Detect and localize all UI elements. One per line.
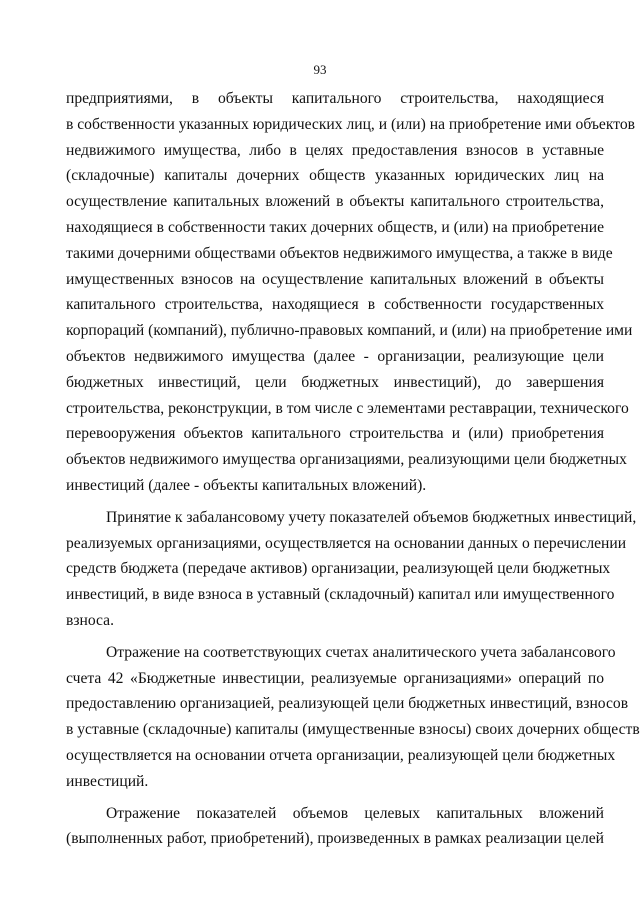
text-line: предприятиями, в объекты капитального строительства, находящиеся	[66, 90, 604, 107]
text-line: недвижимого имущества, либо в целях предоставления взносов в уставные	[66, 141, 604, 159]
text-line: взноса.	[66, 611, 114, 629]
text-line: такими дочерними обществами объектов недвижимого имущества, а также в виде	[66, 244, 613, 262]
text-line: инвестиций (далее - объекты капитальных вложений).	[66, 476, 427, 494]
text-line: осуществление капитальных вложений в объекты капитального строительства,	[66, 193, 604, 211]
text-line: объектов недвижимого имущества организациями, реализующими цели бюджетных	[66, 451, 627, 469]
document-body	[66, 86, 640, 852]
paragraph	[66, 86, 635, 499]
text-line: (выполненных работ, приобретений), произведенных в рамках реализации целей	[66, 830, 604, 848]
text-line: (складочные) капиталы дочерних обществ указанных юридических лиц на	[66, 167, 604, 185]
page-number: 93	[313, 62, 327, 77]
text-line: Отражение на соответствующих счетах аналитического учета забалансового	[106, 643, 616, 661]
text-line: в собственности указанных юридических лиц, и (или) на приобретение ими объектов	[66, 115, 635, 133]
paragraph	[66, 640, 640, 795]
text-line: в уставные (складочные) капиталы (имущественные взносы) своих дочерних обществ	[66, 721, 640, 739]
text-line: перевооружения объектов капитального строительства и (или) приобретения	[66, 425, 604, 443]
text-line: средств бюджета (передаче активов) организации, реализующей цели бюджетных	[66, 560, 611, 578]
text-line: Отражение показателей объемов целевых капитальных вложений	[106, 804, 604, 822]
text-line: осуществляется на основании отчета организации, реализующей цели бюджетных	[66, 746, 616, 764]
text-line: объектов недвижимого имущества (далее - организации, реализующие цели	[66, 347, 604, 365]
paragraph	[66, 505, 637, 634]
text-line: предоставлению организацией, реализующей цели бюджетных инвестиций, взносов	[66, 695, 629, 713]
text-line: находящиеся в собственности таких дочерних обществ, и (или) на приобретение	[66, 218, 604, 236]
text-line: капитального строительства, находящиеся в собственности государственных	[66, 296, 604, 314]
text-line: бюджетных инвестиций, цели бюджетных инвестиций), до завершения	[66, 373, 604, 391]
text-line: имущественных взносов на осуществление капитальных вложений в объекты	[66, 270, 604, 288]
text-line: счета 42 «Бюджетные инвестиции, реализуемые организациями» операций по	[66, 669, 604, 687]
text-line: Принятие к забалансовому учету показателей объемов бюджетных инвестиций,	[106, 508, 637, 526]
text-line: реализуемых организациями, осуществляется на основании данных о перечислении	[66, 534, 627, 552]
text-line: инвестиций.	[66, 772, 149, 790]
text-line: строительства, реконструкции, в том числе с элементами реставрации, технического	[66, 399, 629, 417]
text-line: корпораций (компаний), публично-правовых компаний, и (или) на приобретение ими	[66, 322, 633, 340]
text-line: инвестиций, в виде взноса в уставный (складочный) капитал или имущественного	[66, 586, 615, 604]
paragraph	[66, 801, 604, 853]
